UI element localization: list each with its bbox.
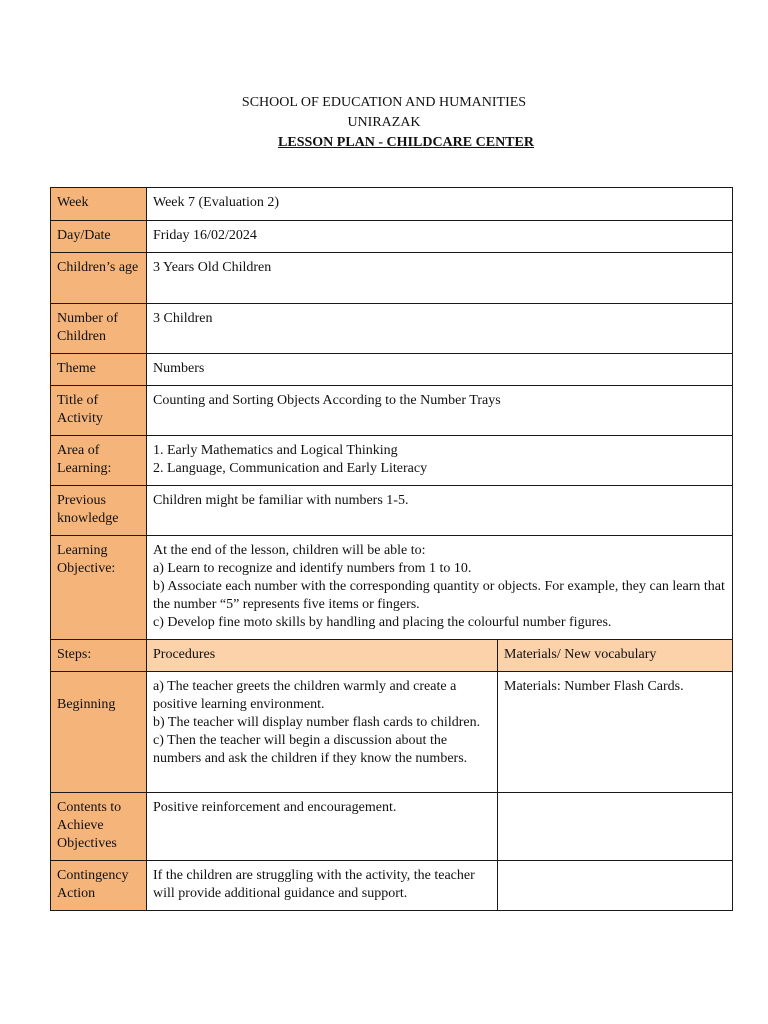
procedure-contents: Positive reinforcement and encouragement. [147,793,498,861]
header-procedures: Procedures [147,640,498,672]
label-objective: Learning Objective: [51,536,147,640]
row-objective [51,536,733,640]
label-week: Week [51,188,147,221]
row-date [51,221,733,253]
value-area [147,436,733,486]
row-beginning [51,672,733,793]
value-title: Counting and Sorting Objects According to the Number Trays [147,386,733,436]
document-header [0,93,768,153]
label-theme: Theme [51,354,147,386]
area-line: 2. Language, Communication and Early Literacy [153,461,428,476]
objective-line: a) Learn to recognize and identify numbers from 1 to 10. [153,561,472,576]
value-theme: Numbers [147,354,733,386]
lesson-plan-table [50,187,733,911]
value-objective [147,536,733,640]
label-area: Area of Learning: [51,436,147,486]
label-date: Day/Date [51,221,147,253]
label-beginning: Beginning [51,672,147,793]
procedure-beginning [147,672,498,793]
school-name: SCHOOL OF EDUCATION AND HUMANITIES [241,95,527,110]
label-age: Children’s age [51,253,147,304]
row-theme [51,354,733,386]
document-title: LESSON PLAN - CHILDCARE CENTER [278,135,534,150]
materials-contingency [498,861,733,911]
row-previous [51,486,733,536]
value-date: Friday 16/02/2024 [147,221,733,253]
university-name: UNIRAZAK [347,115,421,130]
procedure-line: c) Then the teacher will begin a discussion about the numbers and ask the children if they know the numbers. [153,733,468,766]
label-number: Number of Children [51,304,147,354]
objective-line: At the end of the lesson, children will be able to: [153,543,426,558]
materials-contents [498,793,733,861]
objective-line: c) Develop fine moto skills by handling and placing the colourful number figures. [153,615,612,630]
row-title [51,386,733,436]
label-contents: Contents to Achieve Objectives [51,793,147,861]
objective-line: b) Associate each number with the corresponding quantity or objects. For example, they can learn that the number “5” represents five items or fingers. [153,579,725,612]
label-contingency: Contingency Action [51,861,147,911]
materials-beginning: Materials: Number Flash Cards. [498,672,733,793]
label-steps: Steps: [51,640,147,672]
procedure-line: b) The teacher will display number flash cards to children. [153,715,481,730]
row-week [51,188,733,221]
row-steps-header [51,640,733,672]
value-number: 3 Children [147,304,733,354]
label-title: Title of Activity [51,386,147,436]
procedure-contingency: If the children are struggling with the activity, the teacher will provide additional guidance and support. [147,861,498,911]
procedure-line: a) The teacher greets the children warmly and create a positive learning environment. [153,679,457,712]
row-age [51,253,733,304]
row-contents [51,793,733,861]
header-materials: Materials/ New vocabulary [498,640,733,672]
area-line: 1. Early Mathematics and Logical Thinking [153,443,398,458]
row-area [51,436,733,486]
row-number [51,304,733,354]
value-age: 3 Years Old Children [147,253,733,304]
row-contingency [51,861,733,911]
value-week: Week 7 (Evaluation 2) [147,188,733,221]
value-previous: Children might be familiar with numbers 1-5. [147,486,733,536]
label-previous: Previous knowledge [51,486,147,536]
